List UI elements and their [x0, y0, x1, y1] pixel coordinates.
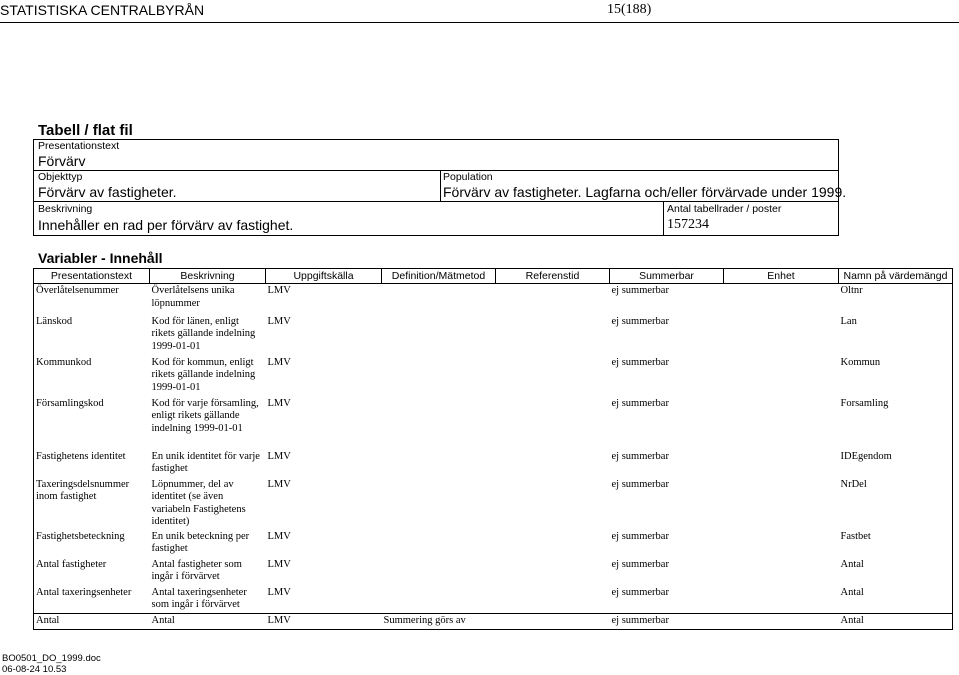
table-cell: Antal: [839, 558, 953, 586]
table-cell: ej summerbar: [611, 356, 669, 368]
table-cell: ej summerbar: [611, 558, 669, 570]
table-cell: Antal taxeringsenheter som ingår i förvärvet: [151, 586, 247, 611]
table-cell: [724, 315, 839, 356]
table-cell: LMV: [267, 356, 291, 368]
table-cell: [724, 397, 839, 450]
section-heading-table: Tabell / flat fil: [38, 122, 133, 139]
table-row: [34, 397, 953, 450]
population-value: Förvärv av fastigheter. Lagfarna och/eller förvärvade under 1999.: [443, 184, 847, 200]
table-cell: [724, 530, 839, 558]
table-cell: IDEgendom: [839, 450, 953, 478]
column-header: Beskrivning: [150, 269, 266, 284]
table-cell: Taxeringsdelsnummer inom fastighet: [34, 478, 150, 530]
table-cell: Kod för kommun, enligt rikets gällande indelning 1999-01-01: [151, 356, 256, 393]
column-header: Enhet: [724, 269, 839, 284]
table-row: [34, 614, 953, 630]
table-cell: NrDel: [839, 478, 953, 530]
table-row: [34, 356, 953, 397]
table-cell: Summering görs av: [382, 614, 496, 630]
table-cell: [382, 478, 496, 530]
table-cell: [382, 356, 496, 397]
table-cell: [724, 450, 839, 478]
table-cell: Forsamling: [839, 397, 953, 450]
table-row: [34, 530, 953, 558]
table-cell: Löpnummer, del av identitet (se även variabeln Fastighetens identitet): [151, 478, 246, 528]
table-cell: Fastbet: [839, 530, 953, 558]
table-cell: LMV: [267, 530, 291, 542]
footer-timestamp: 06-08-24 10.53: [2, 664, 67, 675]
table-cell: [724, 614, 839, 630]
table-cell: Kod för varje församling, enligt rikets gällande indelning 1999-01-01: [151, 397, 259, 434]
table-cell: Antal taxeringsenheter: [34, 586, 150, 614]
table-cell: [496, 614, 610, 630]
info-box-rule-3: [33, 201, 839, 202]
table-cell: [382, 586, 496, 614]
table-cell: [382, 558, 496, 586]
column-header: Namn på värdemängd: [839, 269, 953, 284]
column-header: Referenstid: [496, 269, 610, 284]
table-cell: Oltnr: [839, 284, 953, 315]
column-header: Summerbar: [610, 269, 724, 284]
table-row: [34, 586, 953, 614]
table-cell: ej summerbar: [611, 586, 669, 598]
table-header-row: [34, 269, 953, 284]
table-cell: Antal fastigheter som ingår i förvärvet: [151, 558, 242, 583]
table-cell: [496, 284, 610, 315]
table-cell: Kod för länen, enligt rikets gällande indelning 1999-01-01: [151, 315, 256, 352]
table-cell: [496, 558, 610, 586]
description-value: Innehåller en rad per förvärv av fastighet.: [38, 217, 294, 233]
table-cell: [382, 530, 496, 558]
table-cell: LMV: [266, 614, 382, 630]
object-type-value: Förvärv av fastigheter.: [38, 184, 177, 200]
table-cell: ej summerbar: [611, 530, 669, 542]
table-cell: Antal fastigheter: [34, 558, 150, 586]
variables-table: [33, 268, 953, 630]
info-box-rule-2: [33, 170, 839, 171]
table-cell: [496, 530, 610, 558]
footer-filename: BO0501_DO_1999.doc: [2, 653, 101, 664]
table-row: [34, 450, 953, 478]
table-cell: [724, 586, 839, 614]
table-cell: Antal: [839, 614, 953, 630]
table-cell: [382, 450, 496, 478]
info-box-top-rule: [33, 139, 839, 140]
table-cell: Kommun: [839, 356, 953, 397]
column-header: Uppgiftskälla: [266, 269, 382, 284]
table-row: [34, 558, 953, 586]
table-cell: LMV: [267, 478, 291, 490]
table-cell: LMV: [267, 450, 291, 462]
table-cell: Överlåtelsens unika löpnummer: [151, 285, 235, 309]
table-cell: ej summerbar: [611, 285, 669, 296]
table-cell: [382, 397, 496, 450]
table-cell: [496, 356, 610, 397]
table-cell: [724, 558, 839, 586]
table-cell: En unik identitet för varje fastighet: [151, 450, 260, 475]
table-cell: Antal: [34, 614, 150, 630]
table-cell: Länskod: [34, 315, 150, 356]
table-cell: [724, 356, 839, 397]
table-cell: [496, 450, 610, 478]
table-cell: [724, 478, 839, 530]
table-cell: LMV: [267, 586, 291, 598]
table-cell: [496, 397, 610, 450]
info-box-divider-2: [663, 201, 664, 236]
table-cell: ej summerbar: [610, 614, 724, 630]
row-count-label: Antal tabellrader / poster: [667, 203, 782, 215]
table-cell: Antal: [150, 614, 266, 630]
presentation-value: Förvärv: [38, 153, 86, 169]
table-cell: LMV: [267, 285, 291, 296]
table-cell: Lan: [839, 315, 953, 356]
table-cell: Församlingskod: [34, 397, 150, 450]
table-cell: ej summerbar: [611, 450, 669, 462]
table-cell: [496, 478, 610, 530]
table-cell: [496, 315, 610, 356]
info-box-divider: [440, 170, 441, 201]
presentation-label: Presentationstext: [38, 140, 120, 152]
table-cell: [496, 586, 610, 614]
table-cell: Fastighetens identitet: [34, 450, 150, 478]
organization-name: STATISTISKA CENTRALBYRÅN: [0, 2, 205, 18]
table-cell: ej summerbar: [611, 478, 669, 490]
table-cell: LMV: [267, 397, 291, 409]
info-box-bottom-rule: [33, 235, 839, 236]
section-heading-variables: Variabler - Innehåll: [38, 250, 163, 266]
info-box-left-rule: [33, 139, 34, 236]
table-cell: [382, 315, 496, 356]
table-cell: ej summerbar: [611, 397, 669, 409]
table-cell: Fastighetsbeteckning: [34, 530, 150, 558]
table-cell: Överlåtelsenummer: [34, 284, 150, 315]
table-cell: Antal: [839, 586, 953, 614]
table-cell: En unik beteckning per fastighet: [151, 530, 250, 555]
object-type-label: Objekttyp: [38, 171, 83, 183]
table-cell: LMV: [267, 315, 291, 327]
table-cell: [724, 284, 839, 315]
page-number: 15(188): [607, 2, 652, 17]
population-label: Population: [443, 171, 493, 183]
table-row: [34, 284, 953, 315]
table-row: [34, 478, 953, 530]
table-cell: LMV: [267, 558, 291, 570]
column-header: Definition/Mätmetod: [382, 269, 496, 284]
table-row: [34, 315, 953, 356]
column-header: Presentationstext: [34, 269, 150, 284]
table-cell: ej summerbar: [611, 315, 669, 327]
description-label: Beskrivning: [38, 203, 93, 215]
table-cell: Kommunkod: [34, 356, 150, 397]
table-cell: [382, 284, 496, 315]
row-count-value: 157234: [667, 217, 709, 232]
header-rule: [0, 22, 959, 23]
